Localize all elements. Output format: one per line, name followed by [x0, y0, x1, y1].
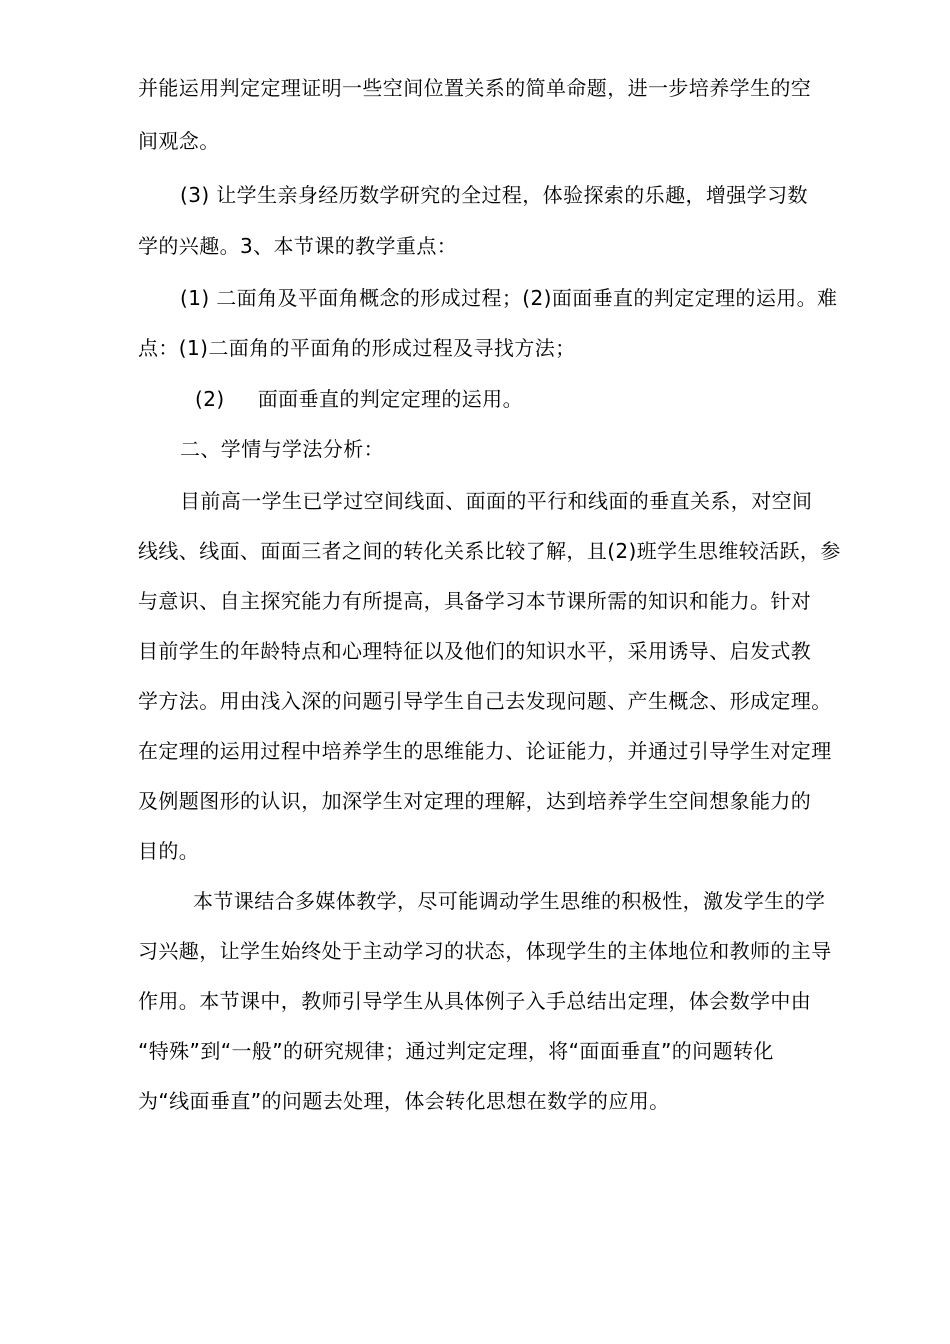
text-line: 在定理的运用过程中培养学生的思维能力、论证能力，并通过引导学生对定理	[138, 739, 832, 763]
text-line: 点：(1)二面角的平面角的形成过程及寻找方法；	[138, 336, 576, 360]
text-line-numbered	[195, 386, 523, 412]
text-line: 作用。本节课中，教师引导学生从具体例子入手总结出定理，体会数学中由	[138, 989, 812, 1013]
text-line: “特殊”到“一般”的研究规律；通过判定定理，将“面面垂直”的问题转化	[138, 1039, 774, 1063]
text-line: 学的兴趣。3、本节课的教学重点：	[138, 234, 458, 258]
text-line: 线线、线面、面面三者之间的转化关系比较了解，且(2)班学生思维较活跃，参	[138, 539, 841, 563]
section-heading: 二、学情与学法分析：	[180, 437, 384, 461]
text-line: 并能运用判定定理证明一些空间位置关系的简单命题，进一步培养学生的空	[138, 76, 812, 100]
item-text: 面面垂直的判定定理的运用。	[257, 387, 523, 411]
text-line: 目的。	[138, 839, 200, 863]
text-line: 为“线面垂直”的问题去处理，体会转化思想在数学的应用。	[138, 1089, 670, 1113]
text-line: 本节课结合多媒体教学，尽可能调动学生思维的积极性，激发学生的学	[193, 889, 826, 913]
text-line: 学方法。用由浅入深的问题引导学生自己去发现问题、产生概念、形成定理。	[138, 689, 832, 713]
text-line: (1) 二面角及平面角概念的形成过程；(2)面面垂直的判定定理的运用。难	[180, 286, 838, 310]
text-line: 间观念。	[138, 129, 220, 153]
text-line: 目前高一学生已学过空间线面、面面的平行和线面的垂直关系，对空间	[180, 489, 813, 513]
text-line: 习兴趣，让学生始终处于主动学习的状态，体现学生的主体地位和教师的主导	[138, 939, 832, 963]
text-line: 与意识、自主探究能力有所提高，具备学习本节课所需的知识和能力。针对	[138, 589, 812, 613]
text-line: (3) 让学生亲身经历数学研究的全过程，体验探索的乐趣，增强学习数	[180, 183, 808, 207]
text-line: 及例题图形的认识，加深学生对定理的理解，达到培养学生空间想象能力的	[138, 789, 812, 813]
item-number: (2)	[195, 387, 225, 411]
text-line: 目前学生的年龄特点和心理特征以及他们的知识水平，采用诱导、启发式教	[138, 639, 812, 663]
